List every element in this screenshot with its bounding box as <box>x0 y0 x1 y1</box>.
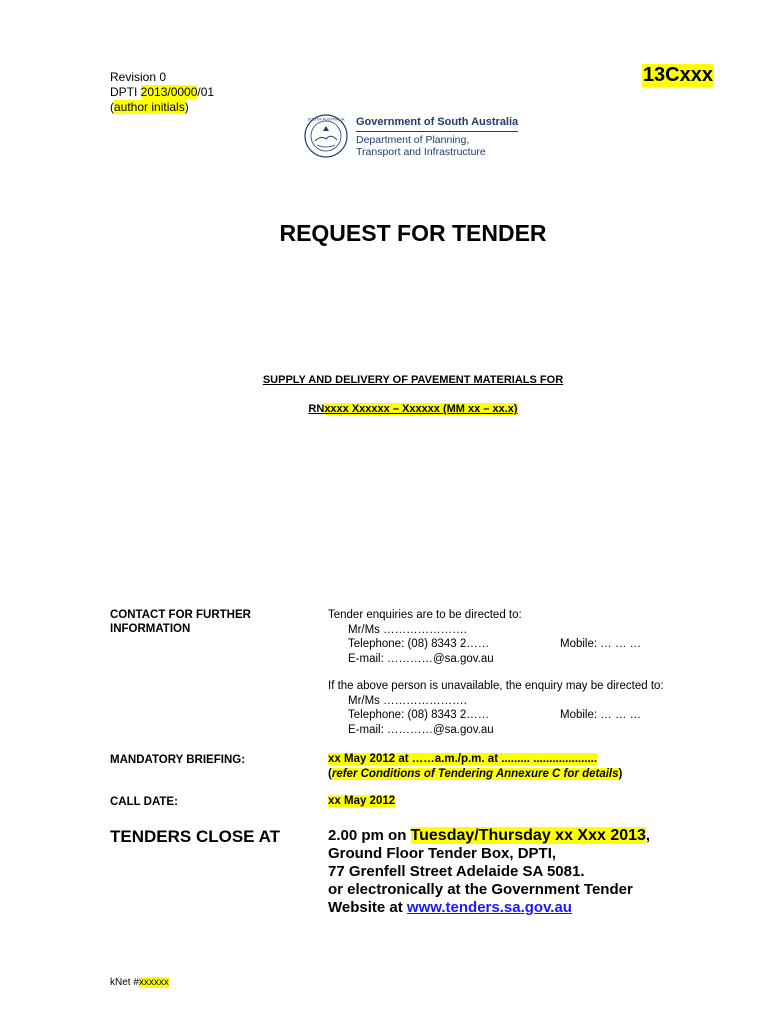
crest-icon <box>303 113 349 159</box>
alt-contact-telephone: Telephone: (08) 8343 2…… <box>348 709 490 721</box>
alt-contact-intro: If the above person is unavailable, the enquiry may be directed to: <box>328 680 664 692</box>
revision-block <box>110 70 214 115</box>
knet-highlight: xxxxxx <box>138 977 169 988</box>
call-date-value <box>328 794 395 809</box>
contact-name: Mr/Ms …………………. <box>348 623 467 636</box>
briefing-note-close: ) <box>618 767 623 780</box>
call-date-highlight: xx May 2012 <box>328 795 396 807</box>
subject-line-1: SUPPLY AND DELIVERY OF PAVEMENT MATERIALS FOR <box>262 374 564 386</box>
department-name <box>356 134 486 158</box>
subject-road-number <box>0 403 770 415</box>
contact-label-line-2: INFORMATION <box>110 623 191 635</box>
tenders-close-electronic: or electronically at the Government Tender <box>328 881 633 898</box>
knet-prefix: kNet # <box>110 977 139 988</box>
close-day-highlight: Tuesday/Thursday xx Xxx 2013 <box>410 827 646 844</box>
rn-prefix: RN <box>308 403 325 415</box>
crest-text: SOUTH AUSTRALIA <box>307 116 345 122</box>
knet-reference <box>110 977 169 988</box>
contact-phone-row <box>328 637 664 652</box>
author-open: ( <box>110 100 114 114</box>
contact-label <box>110 608 251 636</box>
dpti-reference <box>110 85 214 100</box>
close-time-text: 2.00 pm on <box>328 827 411 844</box>
page-title: REQUEST FOR TENDER <box>279 220 547 246</box>
close-comma: , <box>645 827 651 844</box>
revision-text: Revision 0 <box>110 70 167 84</box>
briefing-note-open: ( <box>328 767 332 780</box>
author-close: ) <box>184 100 189 114</box>
briefing-date-highlight: xx May 2012 at ……a.m./p.m. at ......... .................... <box>328 753 598 765</box>
alt-contact-name: Mr/Ms …………………. <box>348 694 467 707</box>
tenders-website-link[interactable]: www.tenders.sa.gov.au <box>406 899 572 916</box>
tenders-close-address: 77 Grenfell Street Adelaide SA 5081. <box>328 863 585 880</box>
document-code: 13Cxxx <box>642 64 713 86</box>
dpti-number-highlight: 2013/0000 <box>140 85 198 99</box>
contact-details <box>328 608 664 737</box>
tenders-close-time <box>328 827 650 845</box>
alt-contact-mobile: Mobile: … … … <box>560 709 642 721</box>
dpti-prefix: DPTI <box>110 85 141 99</box>
contact-label-line-1: CONTACT FOR FURTHER <box>110 609 251 621</box>
dpti-suffix: /01 <box>197 85 215 99</box>
tenders-close-website-row <box>328 899 650 917</box>
author-initials-highlight: author initials <box>114 100 185 114</box>
briefing-label: MANDATORY BRIEFING: <box>110 754 246 766</box>
rn-highlight: xxxx Xxxxxx – Xxxxxx (MM xx – xx.x) <box>324 403 518 415</box>
call-date-label: CALL DATE: <box>110 796 178 808</box>
alt-contact-phone-row <box>328 708 664 723</box>
website-prefix: Website at <box>328 899 407 916</box>
contact-email: E-mail: …………@sa.gov.au <box>348 652 494 665</box>
logo-divider <box>356 131 518 132</box>
government-name: Government of South Australia <box>356 116 519 128</box>
department-line-2: Transport and Infrastructure <box>356 146 486 158</box>
alt-contact-email: E-mail: …………@sa.gov.au <box>348 723 494 736</box>
tenders-close-details <box>328 827 650 917</box>
tenders-close-location: Ground Floor Tender Box, DPTI, <box>328 845 557 862</box>
briefing-details <box>328 752 622 781</box>
contact-telephone: Telephone: (08) 8343 2…… <box>348 638 490 650</box>
contact-mobile: Mobile: … … … <box>560 638 642 650</box>
department-line-1: Department of Planning, <box>356 134 470 146</box>
government-logo <box>303 113 523 161</box>
tenders-close-label: TENDERS CLOSE AT <box>110 827 281 846</box>
briefing-note-highlight: refer Conditions of Tendering Annexure C for details <box>331 767 619 780</box>
author-initials <box>110 100 214 115</box>
contact-intro: Tender enquiries are to be directed to: <box>328 609 522 621</box>
